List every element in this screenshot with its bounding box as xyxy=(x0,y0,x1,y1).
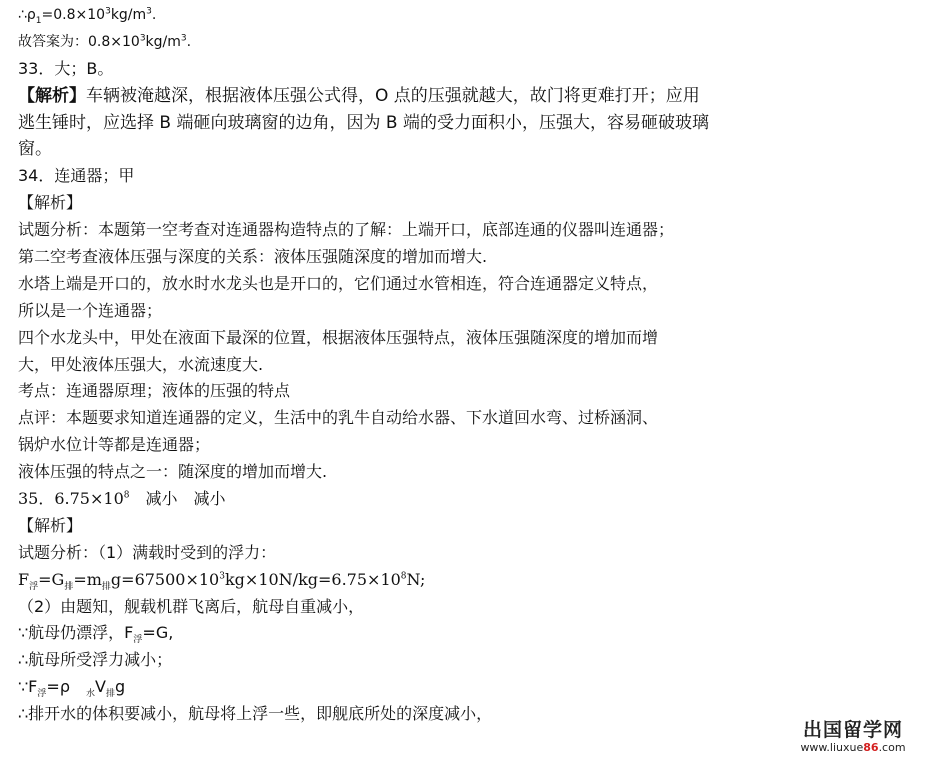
text-line xyxy=(18,513,918,540)
text-run: V xyxy=(95,677,106,697)
watermark-title: 出国留学网 xyxy=(802,719,903,741)
text-line xyxy=(18,352,918,379)
subscript: 1 xyxy=(35,15,42,26)
document-body xyxy=(18,2,918,728)
text-line xyxy=(18,298,918,325)
text-line xyxy=(18,674,918,701)
watermark-url-accent: 86 xyxy=(863,741,879,754)
text-run: ∵航母仍漂浮，F xyxy=(18,623,134,643)
text-run: g xyxy=(114,677,126,697)
text-run: 液体压强的特点之一：随深度的增加而增大. xyxy=(18,462,328,482)
text-run: 逃生锤时，应选择 B 端砸向玻璃窗的边角，因为 B 端的受力面积小，压强大，容易砸破玻璃 xyxy=(18,112,709,133)
text-run: N; xyxy=(406,569,426,589)
text-line xyxy=(18,163,918,190)
subscript: 浮 xyxy=(37,689,47,700)
text-run: ∴排开水的体积要减小，航母将上浮一些，即舰底所处的深度减小， xyxy=(18,704,493,724)
text-run: kg/m xyxy=(110,7,147,23)
text-line xyxy=(18,594,918,621)
text-line xyxy=(18,567,918,594)
text-run: g=67500×10 xyxy=(110,569,220,589)
text-line xyxy=(18,647,918,674)
text-line xyxy=(18,2,918,29)
text-line xyxy=(18,217,918,244)
text-run: 窗。 xyxy=(18,139,52,160)
watermark-url xyxy=(793,741,913,754)
superscript: 3 xyxy=(219,571,225,582)
text-line xyxy=(18,540,918,567)
text-line xyxy=(18,432,918,459)
text-line xyxy=(18,29,918,56)
text-line xyxy=(18,190,918,217)
subscript: 排 xyxy=(101,581,111,592)
superscript: 3 xyxy=(105,6,111,17)
text-run: 车辆被淹越深，根据液体压强公式得，O 点的压强就越大，故门将更难打开；应用 xyxy=(86,85,700,106)
text-run: （2）由题知，舰载机群飞离后，航母自重减小， xyxy=(18,596,365,616)
text-run: 锅炉水位计等都是连通器； xyxy=(18,435,211,455)
text-run: . xyxy=(186,33,192,50)
text-run: 34．连通器；甲 xyxy=(18,166,135,186)
subscript: 浮 xyxy=(29,581,39,592)
text-run: ∴ρ xyxy=(18,7,36,23)
text-run: 试题分析：（1）满载时受到的浮力： xyxy=(18,542,277,562)
subscript: 水 xyxy=(85,689,95,700)
text-run: =G xyxy=(38,569,65,589)
text-run: kg/m xyxy=(145,33,181,50)
text-line xyxy=(18,701,918,728)
text-line xyxy=(18,378,918,405)
text-line xyxy=(18,486,918,513)
text-run: 【解析】 xyxy=(18,85,86,106)
text-run: 35．6.75×10 xyxy=(18,489,124,509)
superscript: 3 xyxy=(180,33,187,44)
text-run: 第二空考查液体压强与深度的关系：液体压强随深度的增加而增大. xyxy=(18,247,488,267)
superscript: 3 xyxy=(146,6,152,17)
text-run: 考点：连通器原理；液体的压强的特点 xyxy=(18,381,291,401)
text-run: ∴航母所受浮力减小； xyxy=(18,650,173,670)
text-run: =ρ xyxy=(46,677,86,697)
superscript: 8 xyxy=(123,490,130,501)
text-run: kg×10N/kg=6.75×10 xyxy=(224,569,401,589)
text-line xyxy=(18,110,918,137)
text-run: =m xyxy=(73,569,102,589)
text-line xyxy=(18,56,918,83)
watermark-url-prefix: www.liuxue xyxy=(800,741,864,754)
text-run: . xyxy=(151,7,157,23)
text-run: F xyxy=(18,569,30,589)
text-run: 减小 减小 xyxy=(129,489,226,509)
text-line xyxy=(18,271,918,298)
superscript: 8 xyxy=(400,571,407,582)
text-run: 所以是一个连通器； xyxy=(18,300,163,320)
subscript: 排 xyxy=(64,581,74,592)
text-run: 试题分析：本题第一空考查对连通器构造特点的了解：上端开口，底部连通的仪器叫连通器； xyxy=(18,220,675,240)
text-line xyxy=(18,325,918,352)
text-run: 【解析】 xyxy=(18,515,83,535)
text-run: 四个水龙头中，甲处在液面下最深的位置，根据液体压强特点，液体压强随深度的增加而增 xyxy=(18,327,659,347)
text-run: 点评：本题要求知道连通器的定义，生活中的乳牛自动给水器、下水道回水弯、过桥涵洞、 xyxy=(18,408,659,428)
text-run: 大，甲处液体压强大，水流速度大. xyxy=(18,354,264,374)
text-run: =G, xyxy=(142,623,174,643)
text-run: 水塔上端是开口的，放水时水龙头也是开口的，它们通过水管相连，符合连通器定义特点， xyxy=(18,273,659,293)
text-run: 故答案为：0.8×10 xyxy=(18,33,140,50)
superscript: 3 xyxy=(139,33,146,44)
text-line xyxy=(18,405,918,432)
subscript: 浮 xyxy=(133,635,143,646)
text-run: ∵F xyxy=(18,677,38,697)
text-line xyxy=(18,620,918,647)
text-run: 33．大；B。 xyxy=(18,58,114,78)
text-line xyxy=(18,244,918,271)
text-run: 【解析】 xyxy=(18,193,83,213)
text-line xyxy=(18,83,918,110)
site-watermark-logo xyxy=(793,719,913,754)
text-line xyxy=(18,459,918,486)
watermark-url-suffix: .com xyxy=(878,741,906,754)
subscript: 排 xyxy=(105,689,115,700)
text-run: =0.8×10 xyxy=(41,7,106,23)
text-line xyxy=(18,136,918,163)
